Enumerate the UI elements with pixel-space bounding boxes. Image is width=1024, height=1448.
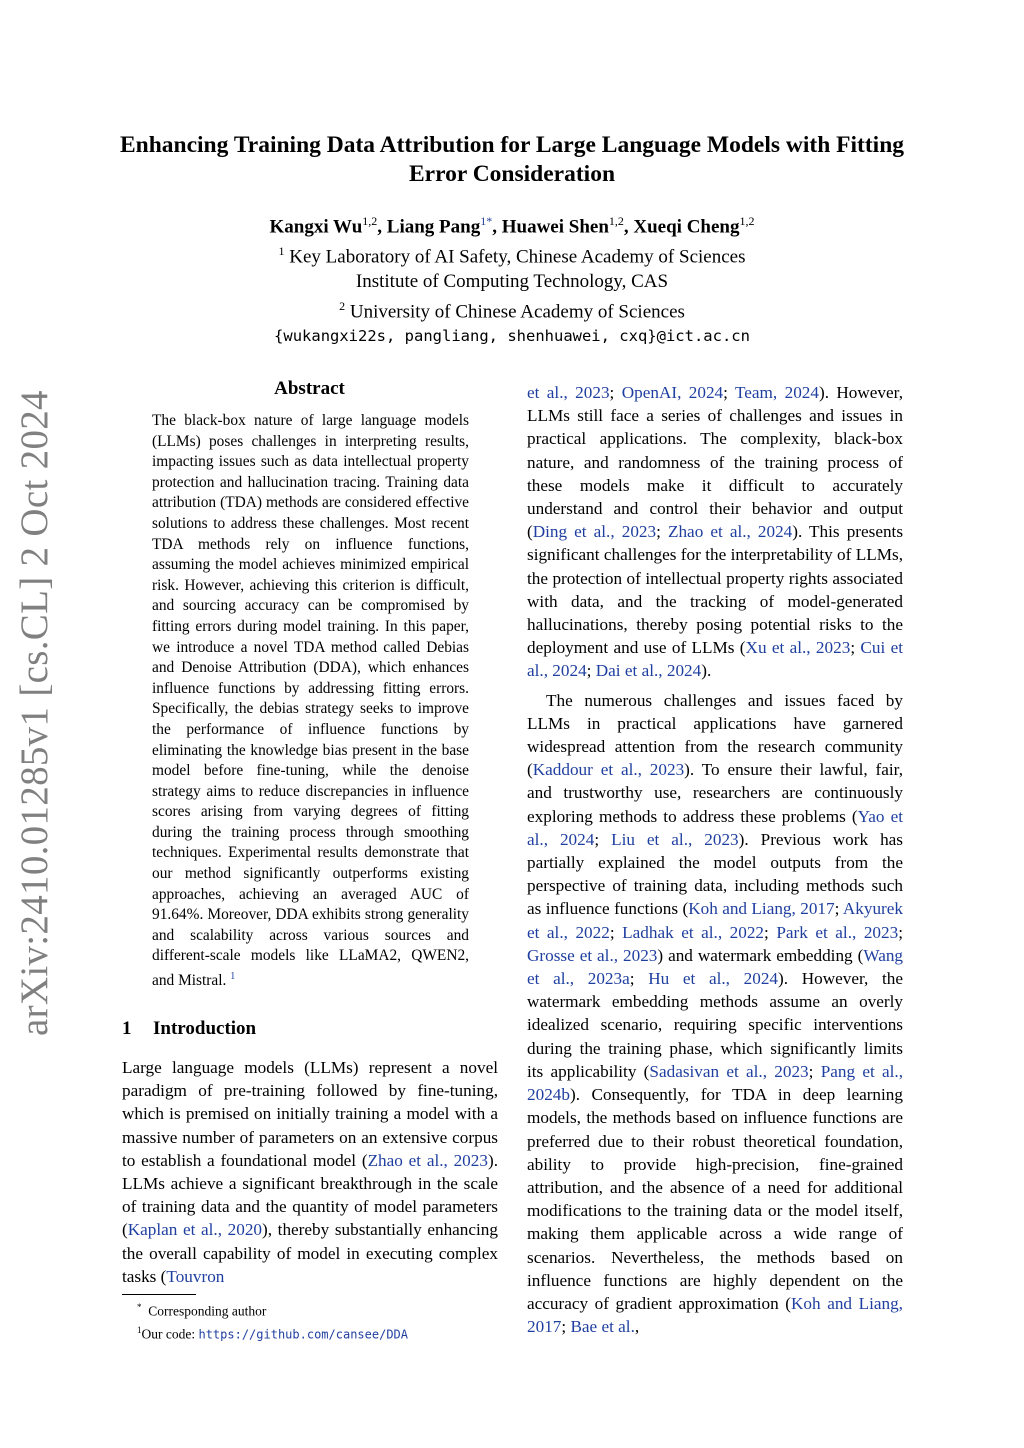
intro-paragraph-continued: et al., 2023; OpenAI, 2024; Team, 2024). However, LLMs still face a series of challenges and issues in practical applications. The complexity, black-box nature, and randomness of the training process of these models make it difficult to accurately understand and control their behavior and output (Ding et al., 2023; Zhao et al., 2024). This presents significant challenges for the interpretability of LLMs, the protection of intellectual property rights associated with data, and the tracking of model-generated hallucinations, thereby posing potential risks to the deployment and use of LLMs (Xu et al., 2023; Cui et al., 2024; Dai et al., 2024).: [527, 383, 904, 681]
citation-link[interactable]: Liu et al., 2023: [611, 829, 739, 849]
footnote-code: $^1$Our code: https://github.com/cansee/DDA: [137, 1324, 408, 1341]
citation-link[interactable]: Ding et al., 2023: [532, 522, 657, 542]
paper-title: Enhancing Training Data Attribution for Large Language Models with Fitting Error Consideration: [119, 132, 905, 187]
citation-link[interactable]: Touvron: [166, 1266, 225, 1286]
author-name: Xueqi Cheng: [633, 216, 740, 238]
citation-link[interactable]: et al., 2023: [527, 383, 610, 402]
author-name: Kangxi Wu: [269, 216, 363, 238]
code-url-link[interactable]: https://github.com/cansee/DDA: [198, 1327, 408, 1341]
section-heading-introduction: [122, 1018, 256, 1040]
footnote-link[interactable]: 1: [230, 971, 236, 983]
footnote-divider: [122, 1294, 196, 1295]
footnote-corresponding: * Corresponding author: [137, 1302, 267, 1319]
intro-paragraph-left: Large language models (LLMs) represent a novel paradigm of pre-training followed by fine-tuning, which is premised on initially training a model with a massive number of parameters on an extensive corpus to establish a foundational model (Zhao et al., 2023). LLMs achieve a significant breakthrough in the scale of training data and the quantity of model parameters (Kaplan et al., 2020), thereby substantially enhancing the overall capability of model in executing complex tasks (Touvron: [122, 1058, 498, 1286]
affiliation-2: $^2$ University of Chinese Academy of Sciences: [339, 298, 685, 322]
citation-link[interactable]: Hu et al., 2024: [648, 969, 779, 989]
author-emails: {wukangxi22s, pangliang, shenhuawei, cxq}@ict.ac.cn: [274, 326, 750, 345]
author-name: Liang Pang: [386, 216, 481, 238]
author-affil-mark: 1,2: [739, 214, 755, 228]
section-number: 1: [122, 1018, 132, 1039]
affiliation-1: $^1$ Key Laboratory of AI Safety, Chinese Academy of Sciences: [278, 244, 746, 268]
citation-link[interactable]: Akyurek et al., 2022: [527, 899, 903, 942]
citation-link[interactable]: Koh and Liang, 2017: [688, 899, 835, 919]
abstract-text: [152, 411, 469, 992]
citation-link[interactable]: Xu et al., 2023: [745, 638, 851, 658]
author-names: Kangxi Wu$^{1,2}$, Liang Pang$^{1*}$, Huawei Shen$^{1,2}$, Xueqi Cheng$^{1,2}$: [269, 214, 755, 238]
abstract-heading: Abstract: [274, 378, 345, 399]
citation-link[interactable]: Park et al., 2023: [776, 922, 899, 942]
citation-link[interactable]: Kaplan et al., 2020: [127, 1220, 263, 1240]
citation-link[interactable]: Ladhak et al., 2022: [622, 922, 765, 942]
citation-link[interactable]: Dai et al., 2024: [595, 661, 702, 681]
citation-link[interactable]: Zhao et al., 2024: [667, 522, 793, 542]
footnotes: [137, 1298, 408, 1343]
citation-link[interactable]: OpenAI, 2024: [621, 383, 724, 402]
citation-link[interactable]: Koh and Liang, 2017: [527, 1293, 903, 1337]
citation-link[interactable]: Grosse et al., 2023: [527, 945, 658, 965]
arxiv-identifier: arXiv:2410.01285v1 [cs.CL] 2 Oct 2024: [13, 390, 56, 1036]
citation-link[interactable]: Kaddour et al., 2023: [532, 760, 685, 780]
author-affil-mark: 1,2: [362, 214, 378, 228]
citation-link[interactable]: Zhao et al., 2023: [367, 1150, 488, 1170]
citation-link[interactable]: Cui et al., 2024: [527, 638, 903, 681]
citation-link[interactable]: Wang et al., 2023a: [527, 945, 904, 989]
intro-paragraph-2: The numerous challenges and issues faced by LLMs in practical applications have garnered widespread attention from the research community (Kaddour et al., 2023). To ensure their lawful, fair, and trustworthy use, researchers are continuously exploring methods to address these problems (Yao et al., 2024; Liu et al., 2023). Previous work has partially explained the model outputs from the perspective of training data, including methods such as influence functions (Koh and Liang, 2017; Akyurek et al., 2022; Ladhak et al., 2022; Park et al., 2023; Grosse et al., 2023) and watermark embedding (Wang et al., 2023a; Hu et al., 2024). However, the watermark embedding methods assume an overly idealized scenario, requiring specific interventions during the training phase, which significantly limits its applicability (Sadasivan et al., 2023; Pang et al., 2024b). Consequently, for TDA in deep learning models, the methods based on influence functions are preferred due to their robust theoretical foundation, ability to provide high-precision, fine-grained attribution, and the absence of a need for additional modifications to the training data or the model itself, making them applicable across a wide range of scenarios. Nevertheless, the methods based on influence functions are highly dependent on the accuracy of gradient approximation (Koh and Liang, 2017; Bae et al.,: [527, 690, 904, 1337]
citation-link[interactable]: Bae et al.: [570, 1317, 635, 1337]
citation-link[interactable]: Pang et al., 2024b: [527, 1061, 903, 1105]
author-affil-mark: 1,2: [608, 214, 624, 228]
citation-link[interactable]: Team, 2024: [735, 383, 819, 402]
section-title: Introduction: [153, 1018, 257, 1039]
author-name: Huawei Shen: [501, 216, 609, 238]
right-column: [527, 381, 903, 1338]
author-affil-mark: 1*: [480, 214, 493, 228]
author-block: [100, 209, 924, 348]
abstract-body: The black-box nature of large language models (LLMs) poses challenges in interpreting results, impacting issues such as data intellectual property protection and hallucination tracing. Training data attribution (TDA) methods are considered effective solutions to address these challenges. Most recent TDA methods rely on influence functions, assuming the model achieves minimized empirical risk. However, achieving this criterion is difficult, and sourcing accuracy can be compromised by fitting errors during model training. In this paper, we introduce a novel TDA method called Debias and Denoise Attribution (DDA), which enhances influence functions by addressing fitting errors. Specifically, the debias strategy seeks to improve the performance of influence functions by eliminating the knowledge bias present in the base model before fine-tuning, while the denoise strategy aims to reduce discrepancies in influence scores arising from varying degrees of fitting during the training process through smoothing techniques. Experimental results demonstrate that our method significantly outperforms existing approaches, achieving an averaged AUC of 91.64%. Moreover, DDA exhibits strong generality and scalability across various sources and different-scale models like LLaMA2, QWEN2, and Mistral.: [152, 412, 469, 990]
affiliation-1b: Institute of Computing Technology, CAS: [355, 270, 669, 292]
citation-link[interactable]: Sadasivan et al., 2023: [649, 1061, 809, 1081]
citation-link[interactable]: Yao et al., 2024: [527, 806, 903, 849]
